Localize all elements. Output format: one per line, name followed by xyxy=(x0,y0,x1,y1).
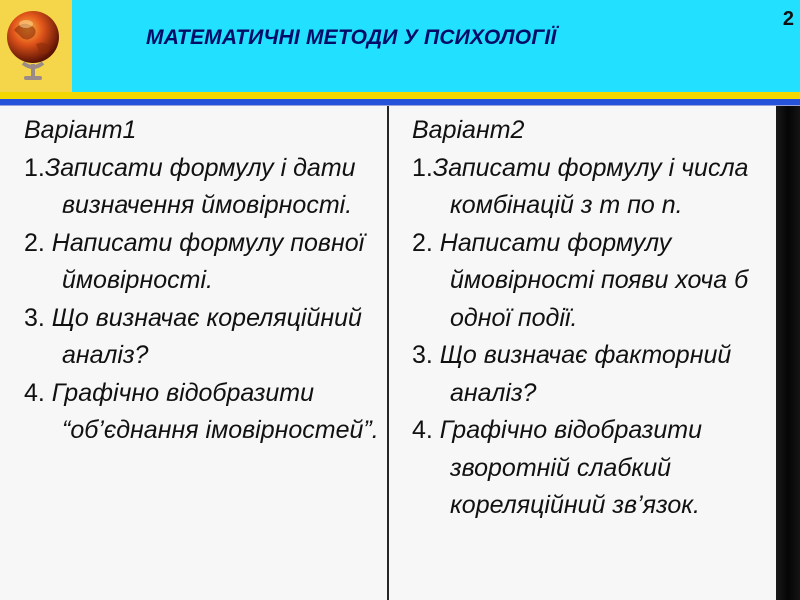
question-number: 1. xyxy=(24,153,45,182)
slide-title: МАТЕМАТИЧНІ МЕТОДИ У ПСИХОЛОГІЇ xyxy=(146,26,557,49)
question-number: 3. xyxy=(24,303,45,332)
column-divider xyxy=(387,106,389,600)
slide-content xyxy=(0,106,776,600)
question-text: Графічно відобразити зворотній слабкий кореляційний зв’язок. xyxy=(432,416,702,519)
question-text: Написати формулу ймовірності появи хоча б одної події. xyxy=(432,228,749,332)
variant-1-heading: Варіант1 xyxy=(24,116,137,144)
question-number: 4. xyxy=(24,378,45,407)
slide-header xyxy=(0,0,800,92)
globe-on-stand-logo-icon xyxy=(0,0,72,92)
question-text: Графічно відобразити “об’єднання імовірностей”. xyxy=(44,378,379,444)
slide-number: 2 xyxy=(782,8,794,30)
variant-2-question-3 xyxy=(412,337,772,412)
variant-1-question-1 xyxy=(24,150,380,225)
question-number: 1. xyxy=(412,153,433,182)
variant-1-question-2 xyxy=(24,225,380,300)
variant-2-question-1 xyxy=(412,150,772,225)
logo-panel xyxy=(0,0,72,92)
question-text: Записати формулу і дати визначення ймовірності. xyxy=(44,153,356,219)
question-text: Написати формулу повної ймовірності. xyxy=(44,228,365,294)
variant-1-question-3 xyxy=(24,300,380,375)
variant-2-question-2 xyxy=(412,225,772,338)
variant-2-heading: Варіант2 xyxy=(412,116,525,144)
question-number: 4. xyxy=(412,416,433,444)
variant-1-question-4 xyxy=(24,375,380,450)
question-text: Що визначає кореляційний аналіз? xyxy=(44,303,362,369)
question-text: Записати формулу і числа комбінацій з m по n. xyxy=(432,153,749,219)
question-number: 2. xyxy=(412,228,433,257)
variant-2-column xyxy=(412,112,772,525)
question-number: 2. xyxy=(24,228,45,257)
header-stripe-yellow xyxy=(0,92,800,99)
question-number: 3. xyxy=(412,341,433,369)
dark-side-border xyxy=(776,106,800,600)
variant-1-column xyxy=(24,112,380,450)
question-text: Що визначає факторний аналіз? xyxy=(432,341,732,407)
variant-2-question-4 xyxy=(412,412,772,525)
